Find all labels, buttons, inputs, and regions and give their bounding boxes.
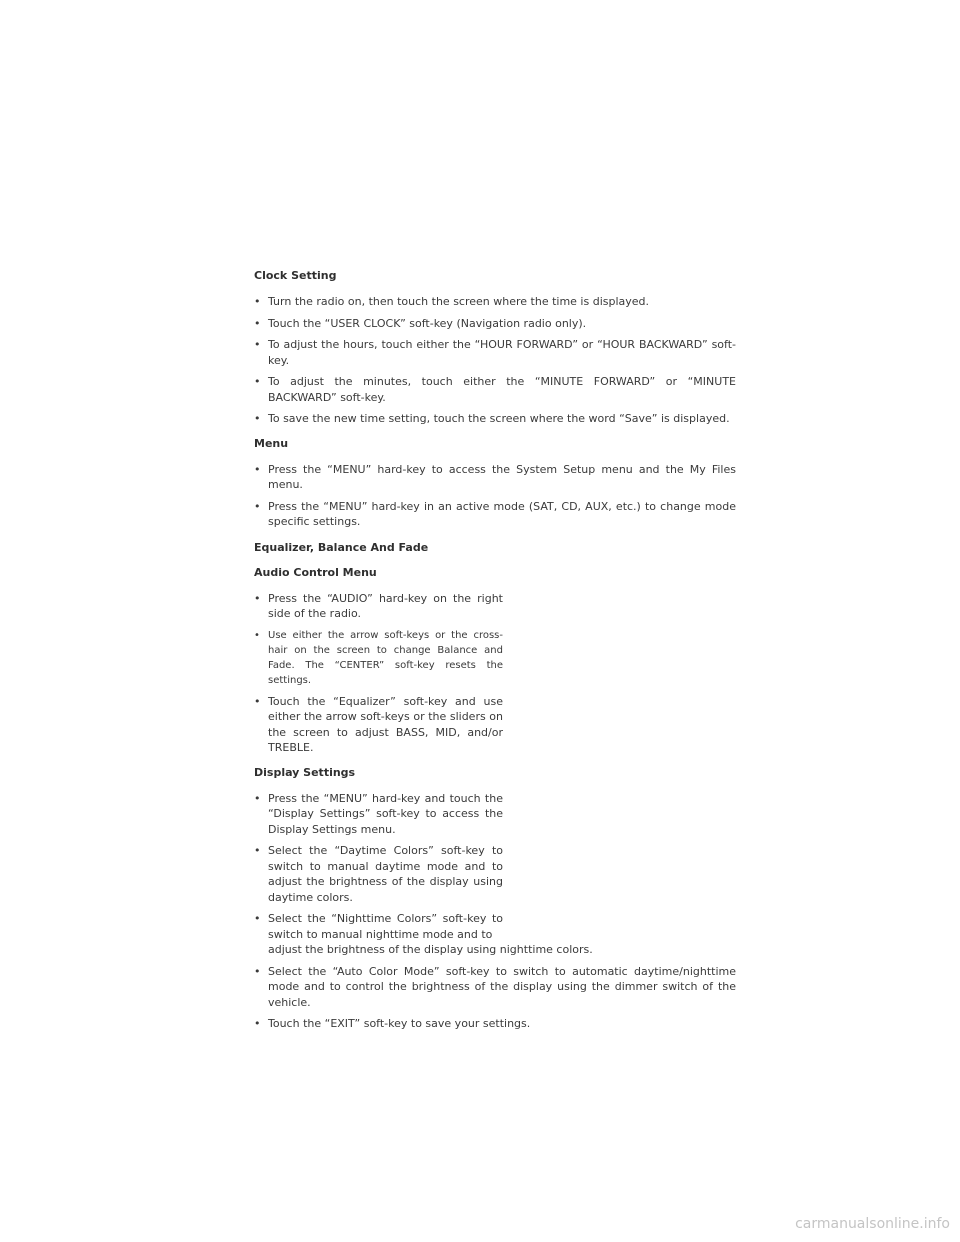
list-item: • Touch the “Equalizer” soft-key and use either the arrow soft-keys or the sliders on the screen to adjust BASS, MID, and/or TREBLE.	[254, 694, 503, 754]
heading-audio-control-menu: Audio Control Menu	[254, 565, 377, 579]
list-item: • Press the “MENU” hard-key to access the System Setup menu and the My Files menu.	[254, 462, 736, 491]
list-item: • Select the “Daytime Colors” soft-key to switch to manual daytime mode and to adjust the brightness of the display using daytime colors.	[254, 844, 503, 904]
manual-page-content	[254, 268, 736, 1032]
heading-clock-setting: Clock Setting	[254, 269, 337, 282]
heading-display-settings: Display Settings	[254, 765, 356, 779]
bullet-icon: •	[254, 591, 261, 605]
list-item: • Select the “Nighttime Colors” soft-key to switch to manual nighttime mode and to adjust the brightness of the display using nighttime colors.	[254, 912, 593, 956]
bullet-icon: •	[254, 912, 261, 925]
bullet-icon: •	[254, 295, 261, 308]
heading-equalizer-balance-fade: Equalizer, Balance And Fade	[254, 540, 429, 554]
bullet-icon: •	[254, 462, 261, 476]
bullet-icon: •	[254, 844, 261, 857]
list-item: • To adjust the hours, touch either the “HOUR FORWARD” or “HOUR BACKWARD” soft-key.	[254, 338, 736, 367]
heading-menu: Menu	[254, 436, 289, 450]
list-item: • Touch the “EXIT” soft-key to save your settings.	[254, 1017, 531, 1030]
list-item: • Use either the arrow soft-keys or the cross-hair on the screen to change Balance and Fade. The “CENTER” soft-key resets the settings.	[254, 629, 503, 686]
bullet-icon: •	[254, 1017, 261, 1030]
bullet-icon: •	[254, 694, 261, 708]
bullet-icon: •	[254, 412, 261, 425]
bullet-icon: •	[254, 316, 261, 330]
list-item: • To save the new time setting, touch the screen where the word “Save” is displayed.	[254, 412, 730, 425]
list-item: • Touch the “USER CLOCK” soft-key (Navigation radio only).	[254, 316, 587, 330]
bullet-icon: •	[254, 964, 261, 978]
list-item: • Press the “MENU” hard-key and touch the “Display Settings” soft-key to access the Display Settings menu.	[254, 791, 503, 836]
list-item: • To adjust the minutes, touch either the “MINUTE FORWARD” or “MINUTE BACKWARD” soft-key.	[254, 375, 736, 404]
bullet-icon: •	[254, 375, 261, 388]
list-item: • Press the “MENU” hard-key in an active mode (SAT, CD, AUX, etc.) to change mode specific settings.	[254, 499, 736, 528]
list-item: • Press the “AUDIO” hard-key on the right side of the radio.	[254, 591, 503, 620]
list-item: • Turn the radio on, then touch the screen where the time is displayed.	[254, 295, 650, 308]
watermark: carmanualsonline.info	[795, 1216, 950, 1232]
list-item: • Select the “Auto Color Mode” soft-key to switch to automatic daytime/nighttime mode and to control the brightness of the display using the dimmer switch of the vehicle.	[254, 964, 736, 1009]
bullet-icon: •	[254, 791, 261, 805]
bullet-icon: •	[254, 499, 261, 513]
bullet-icon: •	[254, 338, 261, 351]
bullet-icon: •	[254, 629, 260, 641]
